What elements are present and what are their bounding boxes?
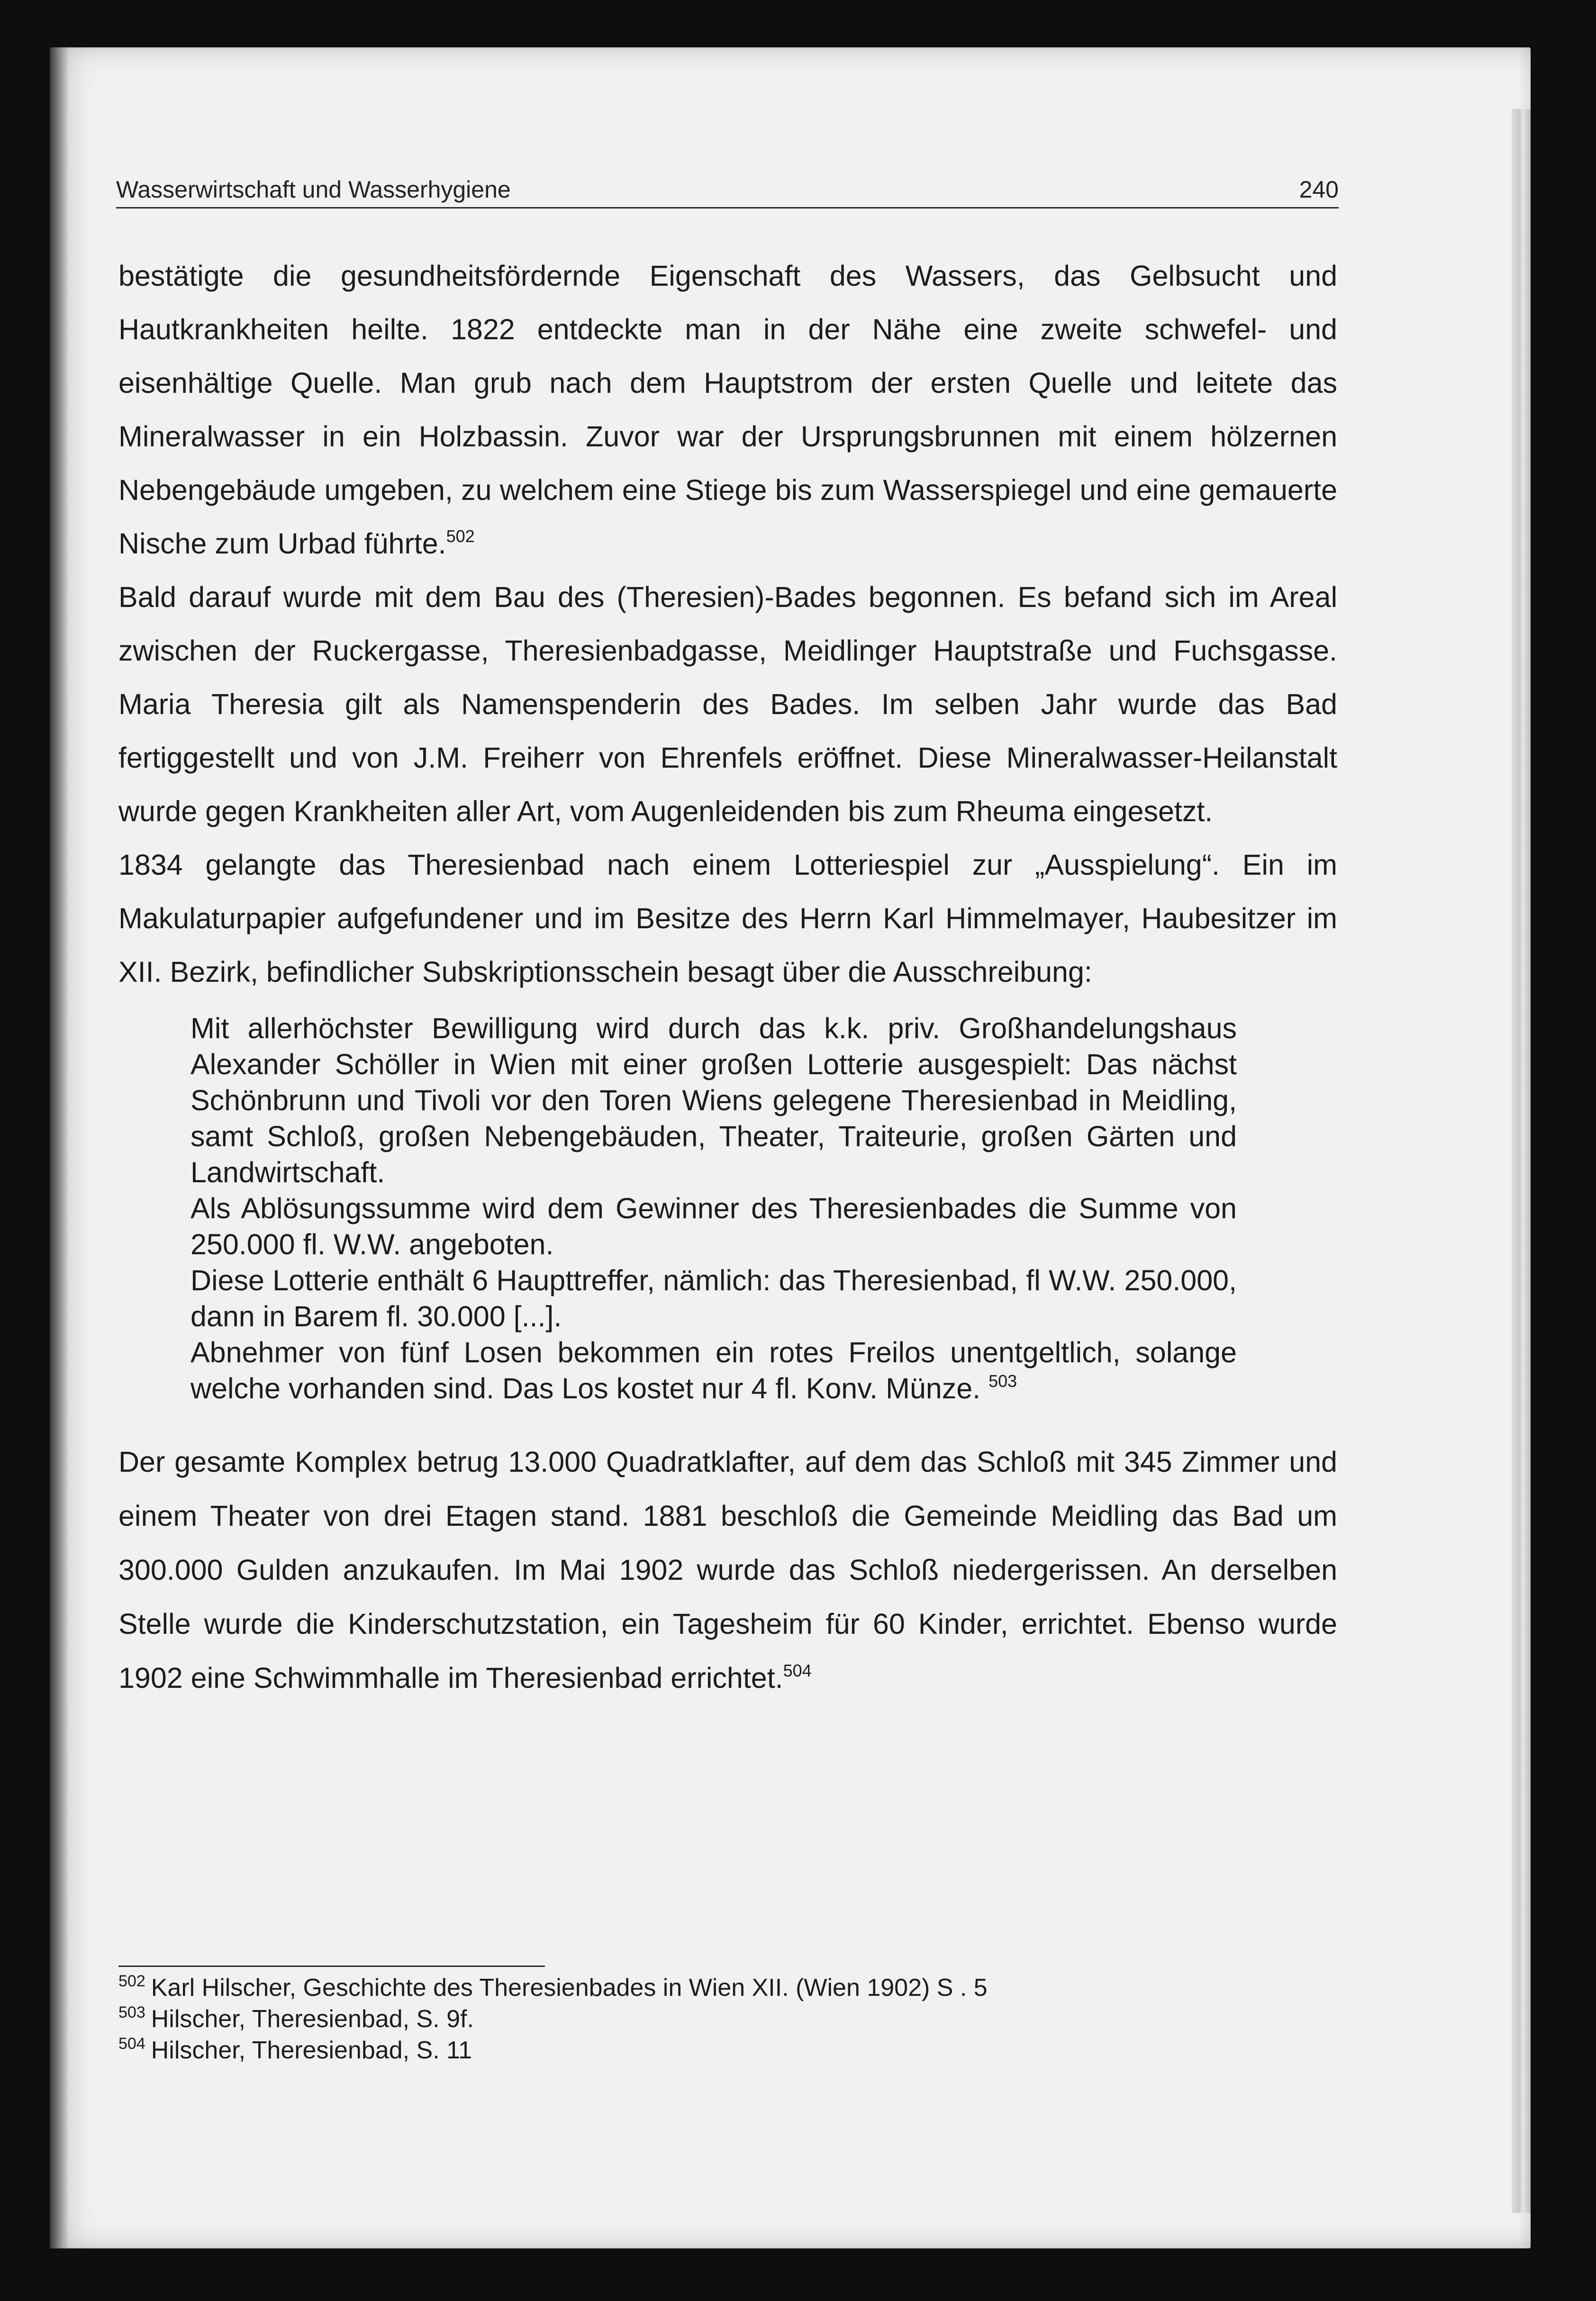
- footnote-text: Hilscher, Theresienbad, S. 11: [151, 2037, 472, 2064]
- paragraph-text: bestätigte die gesundheitsfördernde Eigenschaft des Wassers, das Gelbsucht und Hautkrankheiten heilte. 1822 entdeckte man in der Nähe eine zweite schwefel- und eisenhältige Quelle. Man grub nach dem Hauptstrom der ersten Quelle und leitete das Mineralwasser in ein Holzbassin. Zuvor war der Ursprungsbrunnen mit einem hölzernen Nebengebäude umgeben, zu welchem eine Stiege bis zum Wasserspiegel und eine gemauerte Nische zum Urbad führte.: [118, 260, 1337, 560]
- quote-text: Mit allerhöchster Bewilligung wird durch das k.k. priv. Großhandelungshaus Alexander Schöller in Wien mit einer großen Lotterie ausgespielt: Das nächst Schönbrunn und Tivoli vor den Toren Wiens gelegene Theresienbad in Meidling, samt Schloß, großen Nebengebäuden, Theater, Traiteurie, großen Gärten und Landwirtschaft.: [190, 1012, 1237, 1188]
- footnote-ref: 504: [783, 1661, 812, 1680]
- footnote-number: 504: [118, 2035, 145, 2053]
- quote-paragraph: [190, 1010, 1237, 1190]
- footnote-text: Karl Hilscher, Geschichte des Theresienbades in Wien XII. (Wien 1902) S . 5: [151, 1974, 988, 2002]
- footnote-text: Hilscher, Theresienbad, S. 9f.: [151, 2005, 474, 2033]
- footnote: [118, 2003, 1337, 2035]
- paragraph-text: 1834 gelangte das Theresienbad nach einem Lotteriespiel zur „Ausspielung“. Ein im Makulaturpapier aufgefundener und im Besitze des Herrn Karl Himmelmayer, Haubesitzer im XII. Bezirk, befindlicher Subskriptionsschein besagt über die Ausschreibung:: [118, 849, 1337, 988]
- quote-paragraph: [190, 1262, 1237, 1334]
- paragraph: [118, 571, 1337, 838]
- paragraph: [118, 838, 1337, 999]
- page-edge: [1512, 109, 1531, 2213]
- paragraph-text: Bald darauf wurde mit dem Bau des (Theresien)-Bades begonnen. Es befand sich im Areal zwischen der Ruckergasse, Theresienbadgasse, Meidlinger Hauptstraße und Fuchsgasse. Maria Theresia gilt als Namenspenderin des Bades. Im selben Jahr wurde das Bad fertiggestellt und von J.M. Freiherr von Ehrenfels eröffnet. Diese Mineralwasser-Heilanstalt wurde gegen Krankheiten aller Art, vom Augenleidenden bis zum Rheuma eingesetzt.: [118, 581, 1337, 827]
- quote-text: Abnehmer von fünf Losen bekommen ein rotes Freilos unentgeltlich, solange welche vorhanden sind. Das Los kostet nur 4 fl. Konv. Münze.: [190, 1336, 1237, 1404]
- quote-paragraph: [190, 1190, 1237, 1262]
- quote-text: Als Ablösungssumme wird dem Gewinner des Theresienbades die Summe von 250.000 fl. W.W. angeboten.: [190, 1192, 1237, 1260]
- footnote-number: 503: [118, 2003, 145, 2021]
- footnote-ref: 502: [446, 526, 475, 546]
- paragraph: [118, 249, 1337, 571]
- paragraph-text: Der gesamte Komplex betrug 13.000 Quadratklafter, auf dem das Schloß mit 345 Zimmer und einem Theater von drei Etagen stand. 1881 beschloß die Gemeinde Meidling das Bad um 300.000 Gulden anzukaufen. Im Mai 1902 wurde das Schloß niedergerissen. An derselben Stelle wurde die Kinderschutzstation, ein Tagesheim für 60 Kinder, errichtet. Ebenso wurde 1902 eine Schwimmhalle im Theresienbad errichtet.: [118, 1446, 1337, 1694]
- footnote-separator: [118, 1966, 545, 1967]
- footnote-number: 502: [118, 1972, 145, 1990]
- footnote: [118, 1972, 1337, 2003]
- footnote-ref: 503: [988, 1371, 1017, 1391]
- main-text: [118, 249, 1337, 1705]
- quote-paragraph: [190, 1334, 1237, 1406]
- running-header: [116, 173, 1339, 208]
- book-gutter: [50, 47, 69, 2248]
- block-quote: [190, 999, 1237, 1435]
- paragraph: [118, 1435, 1337, 1705]
- footnotes: [118, 1972, 1337, 2066]
- page-number: 240: [1299, 176, 1339, 203]
- header-title: Wasserwirtschaft und Wasserhygiene: [116, 176, 511, 203]
- quote-text: Diese Lotterie enthält 6 Haupttreffer, nämlich: das Theresienbad, fl W.W. 250.000, dann in Barem fl. 30.000 [...].: [190, 1264, 1237, 1332]
- footnote: [118, 2035, 1337, 2066]
